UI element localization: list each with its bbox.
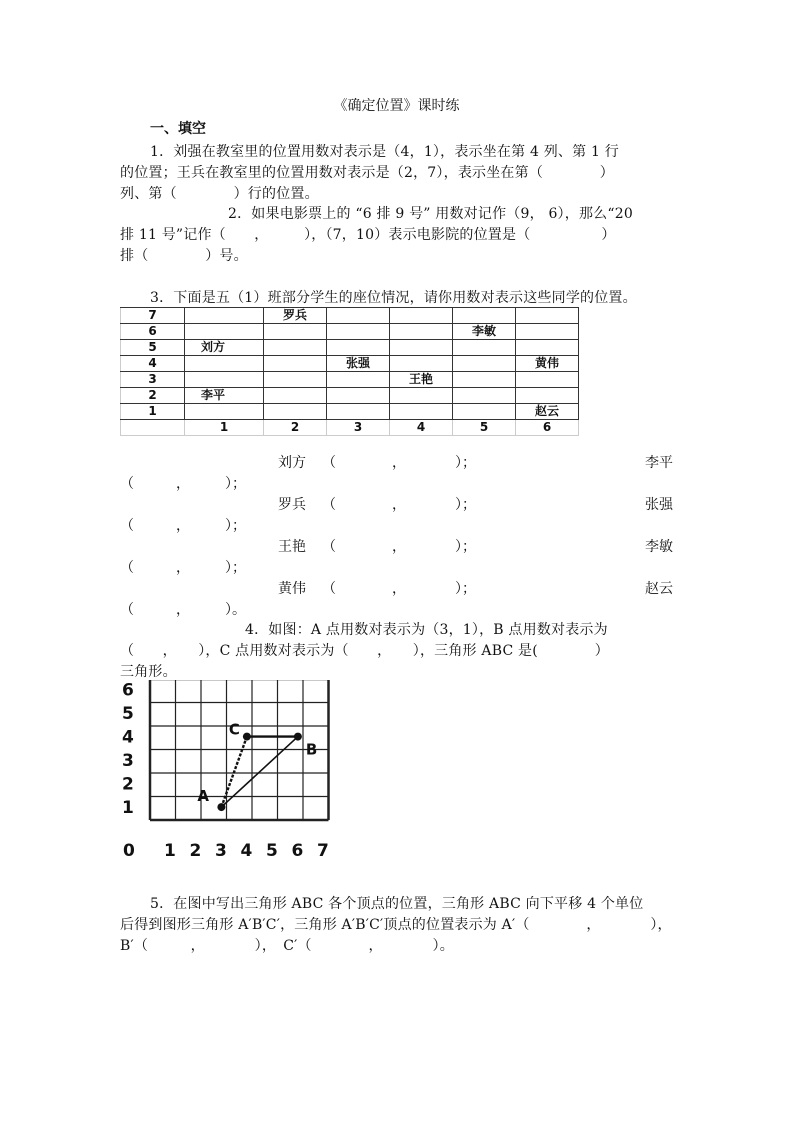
y-tick-label: 2 [122, 774, 134, 795]
q1-line-3: 列、第（ ）行的位置。 [120, 186, 319, 202]
point-label-c: C [228, 720, 240, 739]
q4-line-1: 4．如图：A 点用数对表示为（3，1），B 点用数对表示为 [245, 622, 608, 638]
x-tick-label: 3 [215, 841, 227, 860]
x-tick-label: 4 [240, 841, 253, 860]
student-name: 刘方 [278, 455, 306, 471]
column-label: 5 [453, 420, 516, 436]
seat-cell [390, 404, 453, 420]
seat-row [121, 308, 579, 324]
seat-cell: 李平 [185, 388, 264, 404]
seat-cell [390, 324, 453, 340]
q4-line-2: （ ， ），C 点用数对表示为（ ， ），三角形 ABC 是( ） [120, 643, 609, 659]
seat-cell [453, 372, 516, 388]
y-tick-label: 5 [122, 704, 134, 725]
seat-cell [264, 372, 327, 388]
y-tick-label: 6 [122, 680, 134, 701]
seat-cell [516, 324, 579, 340]
x-tick-label: 7 [317, 841, 329, 860]
column-label-row [121, 420, 579, 436]
q2-line-3: 排（ ）号。 [120, 248, 248, 264]
row-label: 7 [121, 308, 185, 324]
answer-blank: （ ， ）。 [120, 602, 246, 618]
seat-row [121, 372, 579, 388]
column-label: 3 [327, 420, 390, 436]
x-tick-label: 6 [291, 841, 304, 860]
answer-blank: （ ， ）； [120, 560, 246, 576]
page-title: 《确定位置》课时练 [333, 98, 460, 114]
row-label: 5 [121, 340, 185, 356]
seat-cell [390, 340, 453, 356]
row-label: 6 [121, 324, 185, 340]
student-name: 赵云 [645, 581, 673, 597]
student-name: 李敏 [645, 539, 673, 555]
x-tick-label: 0 [123, 841, 135, 860]
x-tick-label: 1 [164, 841, 176, 860]
q4-line-3: 三角形。 [120, 664, 177, 680]
column-label: 6 [516, 420, 579, 436]
answer-blank: （ ， ）； [322, 497, 476, 513]
seat-cell [453, 308, 516, 324]
seat-cell: 王艳 [390, 372, 453, 388]
seat-cell [264, 356, 327, 372]
student-name: 黄伟 [278, 581, 306, 597]
seat-cell [327, 308, 390, 324]
seat-cell [516, 372, 579, 388]
q5-line-1: 5．在图中写出三角形 ABC 各个顶点的位置，三角形 ABC 向下平移 4 个单位 [150, 896, 644, 912]
q2-line-2: 排 11 号”记作（ ， ），（7，10）表示电影院的位置是（ ） [120, 227, 616, 243]
seat-cell [185, 324, 264, 340]
seat-cell [327, 404, 390, 420]
q3-intro: 3．下面是五（1）班部分学生的座位情况，请你用数对表示这些同学的位置。 [150, 290, 637, 306]
seat-cell: 赵云 [516, 404, 579, 420]
seat-cell [264, 404, 327, 420]
point-b [294, 733, 302, 741]
point-c [243, 733, 251, 741]
q5-line-3: B′（ ， ）， C′（ ， ）。 [120, 938, 454, 954]
seat-cell: 罗兵 [264, 308, 327, 324]
seat-cell [516, 308, 579, 324]
seat-cell [327, 388, 390, 404]
student-name: 李平 [645, 455, 673, 471]
seat-cell [390, 356, 453, 372]
answer-blank: （ ， ）； [322, 539, 476, 555]
coordinate-grid [118, 680, 348, 860]
seat-cell [453, 356, 516, 372]
x-tick-label: 5 [266, 841, 278, 860]
seat-cell [264, 324, 327, 340]
seat-cell: 张强 [327, 356, 390, 372]
q2-line-1: 2．如果电影票上的 “6 排 9 号” 用数对记作（9， 6），那么“20 [228, 206, 633, 222]
seat-row [121, 388, 579, 404]
student-name: 王艳 [278, 539, 306, 555]
answer-blank: （ ， ）； [322, 581, 476, 597]
corner-cell [121, 420, 185, 436]
row-label: 3 [121, 372, 185, 388]
q1-line-1: 1．刘强在教室里的位置用数对表示是（4，1），表示坐在第 4 列、第 1 行 [150, 144, 619, 160]
point-label-b: B [305, 740, 318, 759]
row-label: 1 [121, 404, 185, 420]
seat-cell [185, 404, 264, 420]
answer-blank: （ ， ）； [120, 476, 246, 492]
x-tick-label: 2 [189, 841, 202, 860]
seat-cell: 黄伟 [516, 356, 579, 372]
seat-cell [327, 340, 390, 356]
seat-row [121, 340, 579, 356]
y-tick-label: 4 [122, 727, 134, 748]
y-tick-label: 1 [122, 798, 134, 819]
seat-table [120, 307, 579, 436]
seat-cell [390, 308, 453, 324]
seat-cell [185, 356, 264, 372]
seat-cell [516, 340, 579, 356]
seat-cell [264, 388, 327, 404]
seat-cell [516, 388, 579, 404]
grid-lines [150, 680, 329, 820]
seat-cell [453, 340, 516, 356]
student-name: 张强 [645, 497, 673, 513]
point-a [217, 803, 225, 811]
seat-cell [327, 324, 390, 340]
seat-cell [327, 372, 390, 388]
answer-blank: （ ， ）； [120, 518, 246, 534]
grid-tick-labels [122, 681, 329, 860]
seat-cell [264, 340, 327, 356]
column-label: 2 [264, 420, 327, 436]
q5-line-2: 后得到图形三角形 A′B′C′，三角形 A′B′C′顶点的位置表示为 A′（ ， ）， [120, 917, 672, 933]
seat-row [121, 356, 579, 372]
seat-row [121, 324, 579, 340]
seat-cell [453, 404, 516, 420]
seat-row [121, 404, 579, 420]
section-heading: 一、填空 [150, 121, 206, 137]
seat-cell: 李敏 [453, 324, 516, 340]
answer-blank: （ ， ）； [322, 455, 476, 471]
seat-cell [185, 308, 264, 324]
seat-cell [453, 388, 516, 404]
row-label: 4 [121, 356, 185, 372]
triangle-abc [197, 721, 317, 812]
seat-cell: 刘方 [185, 340, 264, 356]
seat-cell [390, 388, 453, 404]
seat-cell [185, 372, 264, 388]
student-name: 罗兵 [278, 497, 306, 513]
column-label: 1 [185, 420, 264, 436]
column-label: 4 [390, 420, 453, 436]
q1-line-2: 的位置；王兵在教室里的位置用数对表示是（2，7），表示坐在第（ ） [120, 165, 615, 181]
y-tick-label: 3 [122, 751, 134, 772]
point-label-a: A [197, 787, 210, 806]
row-label: 2 [121, 388, 185, 404]
